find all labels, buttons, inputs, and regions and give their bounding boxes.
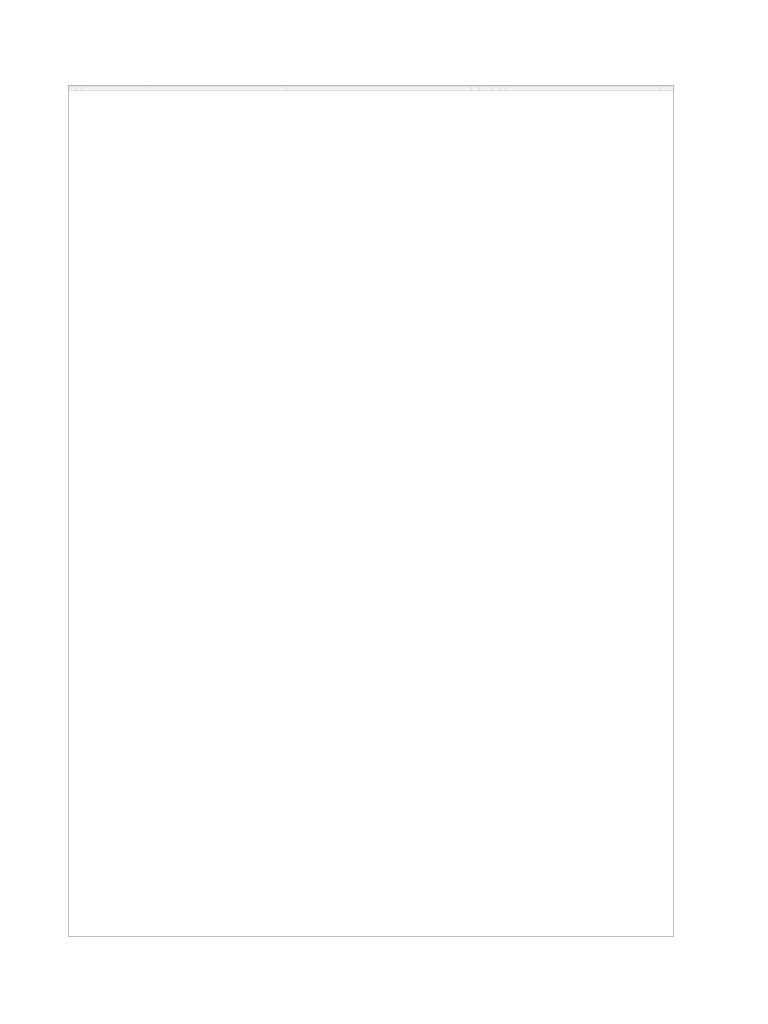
column-header — [287, 87, 472, 91]
column-header — [147, 87, 287, 91]
data-sheet — [68, 85, 674, 937]
column-header — [82, 87, 147, 91]
data-table — [69, 86, 674, 91]
column-header — [472, 87, 480, 91]
column-header — [661, 87, 675, 91]
column-header — [506, 87, 661, 91]
table-header-row — [70, 87, 675, 91]
column-header — [480, 87, 492, 91]
column-header — [492, 87, 501, 91]
